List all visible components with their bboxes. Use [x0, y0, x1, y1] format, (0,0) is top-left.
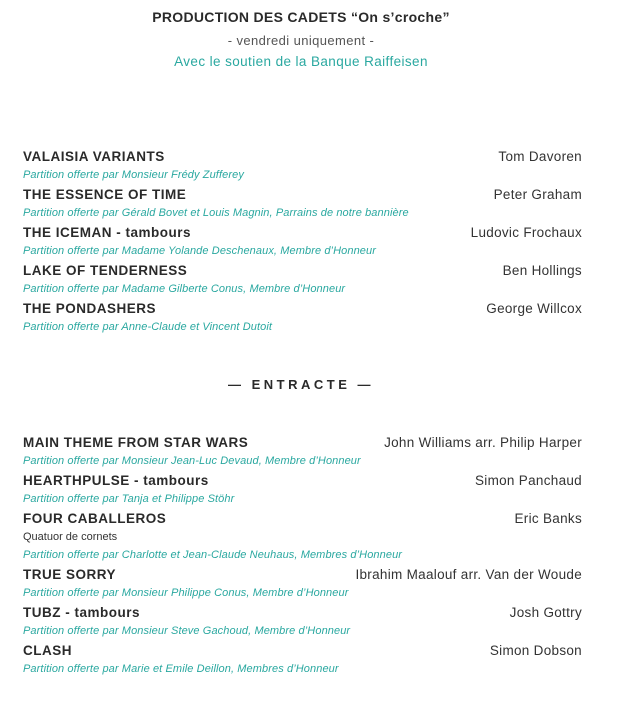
composer-name: Eric Banks [514, 511, 582, 526]
list-item [23, 223, 582, 261]
list-item [23, 147, 582, 185]
list-item [23, 603, 582, 641]
piece-title: VALAISIA VARIANTS [23, 149, 165, 164]
piece-title: THE PONDASHERS [23, 301, 157, 316]
list-item [23, 261, 582, 299]
score-credit: Partition offerte par Marie et Emile Deillon, Membres d’Honneur [23, 663, 339, 675]
piece-title: TUBZ - tambours [23, 605, 140, 620]
piece-title: CLASH [23, 643, 72, 658]
list-item [23, 185, 582, 223]
score-credit: Partition offerte par Gérald Bovet et Louis Magnin, Parrains de notre bannière [23, 207, 409, 219]
piece-title: TRUE SORRY [23, 567, 117, 582]
composer-name: Ben Hollings [502, 263, 582, 278]
list-item [23, 299, 582, 337]
score-credit: Partition offerte par Madame Yolande Deschenaux, Membre d’Honneur [23, 245, 376, 257]
piece-title: HEARTHPULSE - tambours [23, 473, 209, 488]
score-credit: Partition offerte par Monsieur Jean-Luc Devaud, Membre d’Honneur [23, 455, 361, 467]
sponsor-line: Avec le soutien de la Banque Raiffeisen [174, 54, 428, 69]
piece-title: THE ESSENCE OF TIME [23, 187, 187, 202]
composer-name: Ibrahim Maalouf arr. Van der Woude [355, 567, 582, 582]
composer-name: Simon Panchaud [474, 473, 582, 488]
composer-name: John Williams arr. Philip Harper [384, 435, 582, 450]
score-credit: Partition offerte par Monsieur Frédy Zufferey [23, 169, 244, 181]
composer-name: Ludovic Frochaux [470, 225, 582, 240]
score-credit: Partition offerte par Tanja et Philippe Stöhr [23, 493, 235, 505]
list-item [23, 565, 582, 603]
composer-name: Peter Graham [493, 187, 582, 202]
score-credit: Partition offerte par Madame Gilberte Conus, Membre d’Honneur [23, 283, 346, 295]
list-item [23, 641, 582, 679]
piece-title: FOUR CABALLEROS [23, 511, 167, 526]
list-item [23, 471, 582, 509]
composer-name: Josh Gottry [509, 605, 582, 620]
score-credit: Partition offerte par Monsieur Philippe Conus, Membre d’Honneur [23, 587, 349, 599]
day-note: - vendredi uniquement - [227, 33, 375, 48]
ensemble-note: Quatuor de cornets [23, 531, 118, 543]
score-credit: Partition offerte par Anne-Claude et Vincent Dutoit [23, 321, 273, 333]
intermission-heading: — ENTRACTE — [228, 377, 374, 392]
score-credit: Partition offerte par Monsieur Steve Gachoud, Membre d’Honneur [23, 625, 351, 637]
composer-name: George Willcox [486, 301, 582, 316]
score-credit: Partition offerte par Charlotte et Jean-Claude Neuhaus, Membres d’Honneur [23, 549, 403, 561]
composer-name: Tom Davoren [498, 149, 582, 164]
list-item [23, 433, 582, 471]
list-item [23, 509, 582, 565]
production-title: PRODUCTION DES CADETS “On s’croche” [152, 9, 450, 25]
piece-title: MAIN THEME FROM STAR WARS [23, 435, 249, 450]
piece-title: THE ICEMAN - tambours [23, 225, 192, 240]
composer-name: Simon Dobson [489, 643, 582, 658]
program-part-1 [23, 147, 582, 337]
program-part-2 [23, 433, 582, 679]
program-header [0, 8, 602, 71]
piece-title: LAKE OF TENDERNESS [23, 263, 188, 278]
